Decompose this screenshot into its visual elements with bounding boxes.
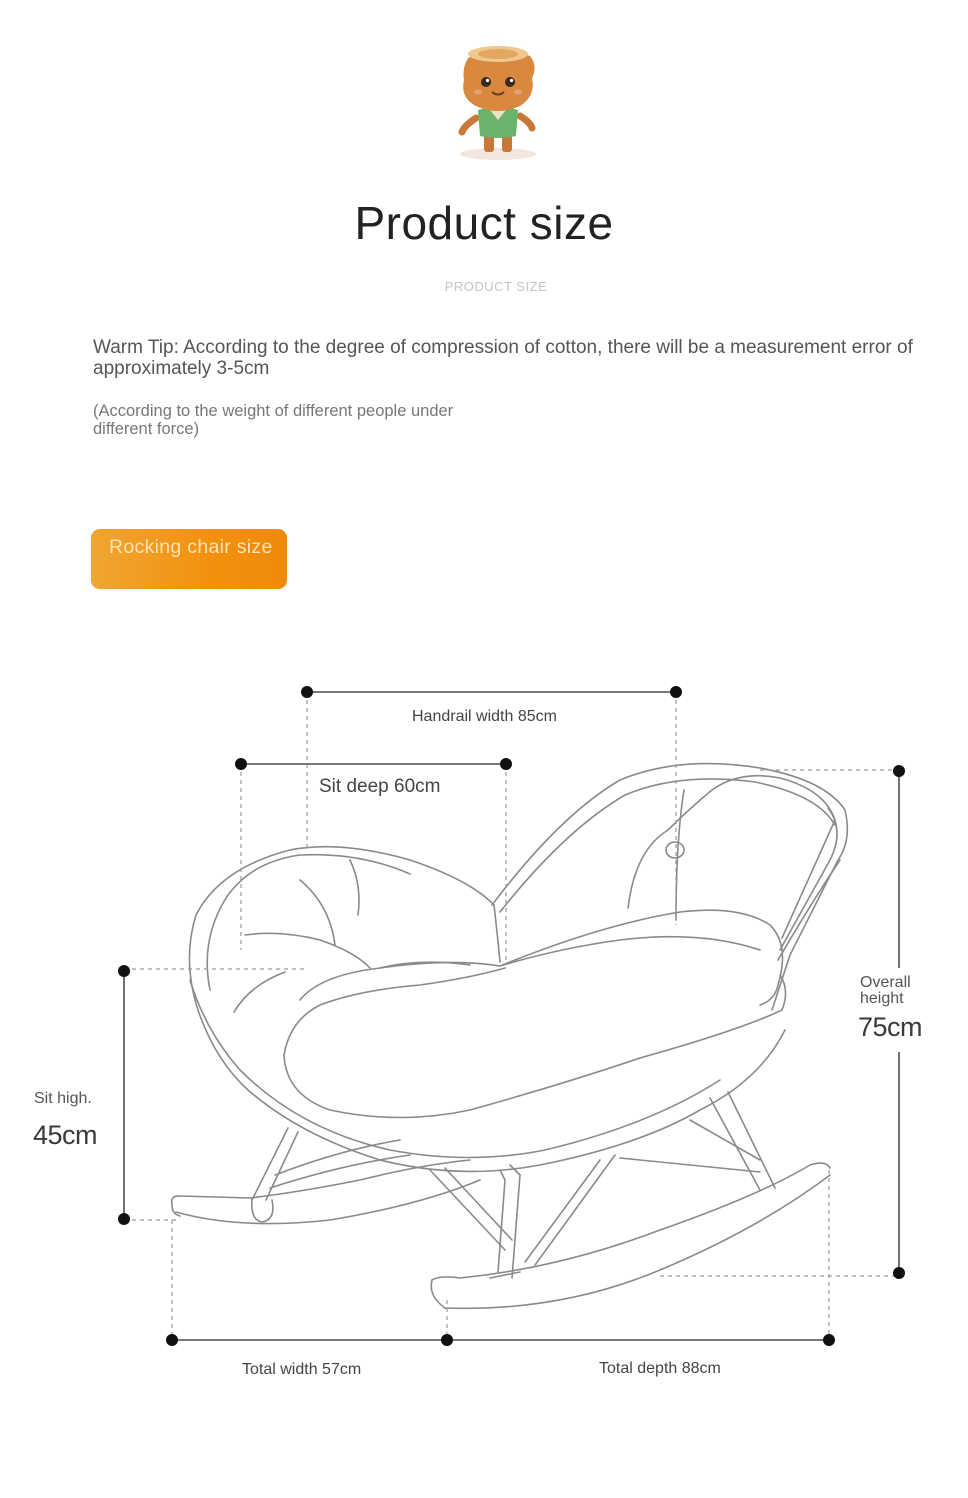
overall-height-value: 75cm [858, 1012, 923, 1042]
total-width-label: Total width 57cm [242, 1361, 362, 1378]
dimension-dot [118, 965, 130, 977]
dimension-dot [118, 1213, 130, 1225]
total-depth-label: Total depth 88cm [599, 1360, 721, 1377]
dimension-dot [441, 1334, 453, 1346]
sit-high-label: Sit high. [34, 1090, 92, 1107]
dimension-dot [823, 1334, 835, 1346]
dimension-dot [893, 765, 905, 777]
handrail-width-label: Handrail width 85cm [412, 708, 557, 725]
weight-note-text: (According to the weight of different people under different force) [93, 402, 454, 438]
dimension-dot [235, 758, 247, 770]
sit-deep-label: Sit deep 60cm [319, 776, 441, 797]
dimension-dot [670, 686, 682, 698]
dimension-dot [166, 1334, 178, 1346]
page-subtitle: PRODUCT SIZE [444, 279, 548, 294]
warm-tip-text: Warm Tip: According to the degree of compression of cotton, there will be a measurement error of approximately 3-5cm [93, 337, 913, 379]
dimension-dot [301, 686, 313, 698]
rocking-chair-illustration [172, 764, 848, 1309]
dimension-dot [893, 1267, 905, 1279]
overall-height-label: Overall height [860, 974, 911, 1007]
sit-high-value: 45cm [33, 1120, 98, 1150]
dimension-dot [500, 758, 512, 770]
page-title: Product size [354, 197, 614, 249]
badge-label: Rocking chair size [109, 536, 273, 558]
